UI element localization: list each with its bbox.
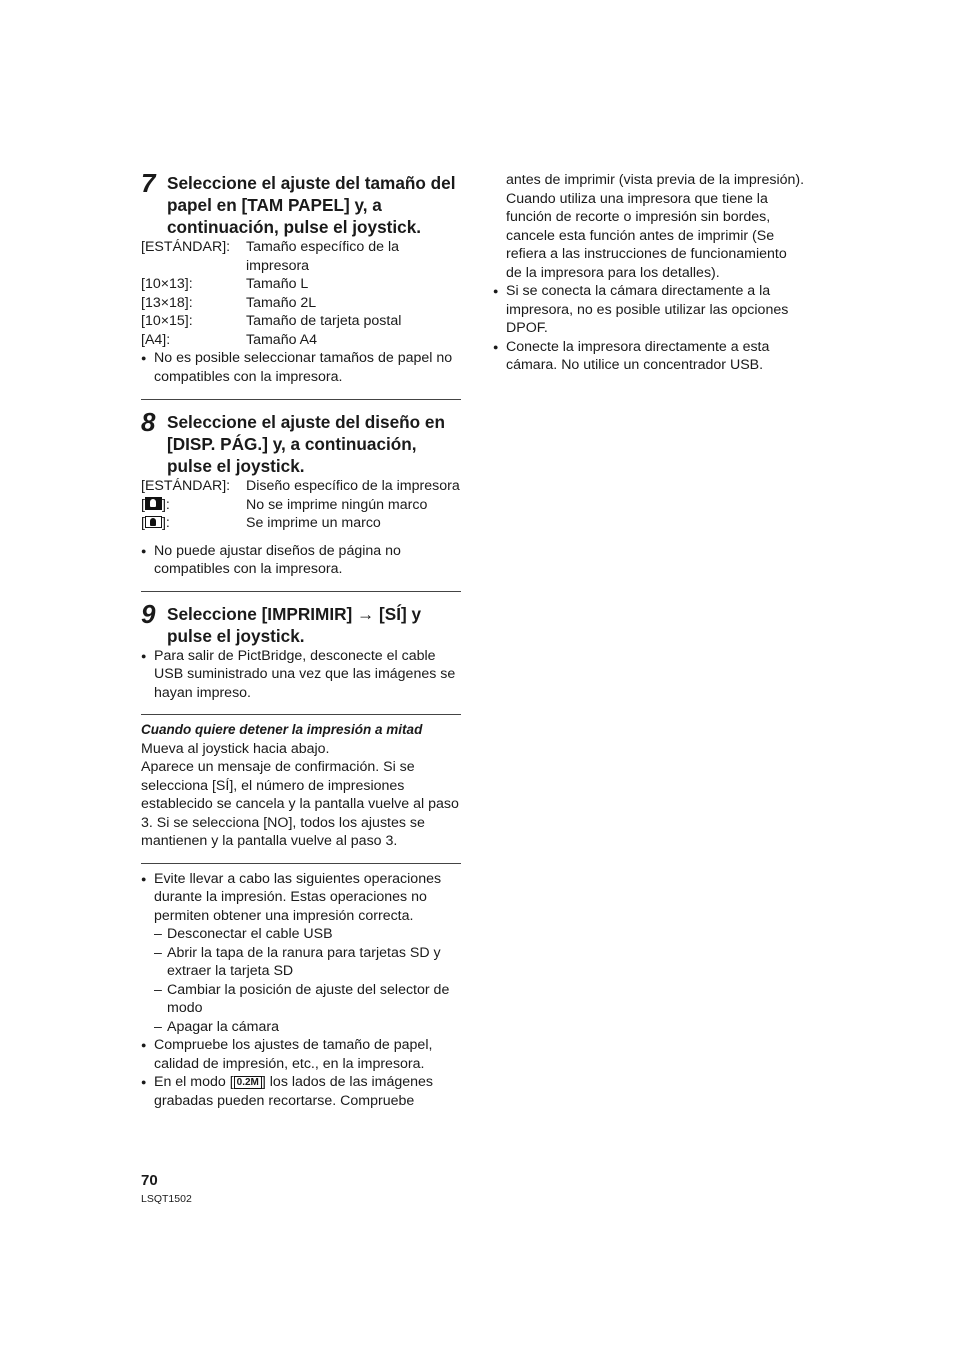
- option-value: Tamaño 2L: [246, 294, 317, 311]
- right-column: [493, 171, 805, 375]
- option-row: [141, 275, 461, 294]
- option-key: [ESTÁNDAR]:: [141, 478, 231, 494]
- stop-line1: Mueva al joystick hacia abajo.: [141, 740, 330, 757]
- option-value: Diseño específico de la impresora: [246, 478, 460, 494]
- print-no-frame-icon: [145, 497, 162, 510]
- step-title: Seleccione [IMPRIMIR] → [SÍ] y pulse el joystick.: [167, 603, 422, 646]
- divider: [141, 591, 461, 592]
- option-row: [141, 238, 461, 275]
- option-key: [A4]:: [141, 331, 171, 348]
- sub-item: – Apagar la cámara: [141, 1018, 461, 1037]
- option-value: Tamaño A4: [246, 331, 317, 348]
- step-number: 8: [141, 407, 156, 437]
- option-row: [141, 331, 461, 350]
- option-value: Se imprime un marco: [246, 515, 381, 531]
- option-key: [ESTÁNDAR]:: [141, 239, 231, 255]
- layout-options: [141, 477, 461, 533]
- continued-text: Cuando utiliza una impresora que tiene la función de recorte o impresión sin bordes, cancele esta función antes de imprimir (Se refiera a las instrucciones de funcionamiento de la impresora para los detalles).: [506, 190, 787, 281]
- mode-icon: 0.2M: [234, 1076, 262, 1089]
- option-key: [10×13]:: [141, 276, 193, 292]
- divider: [141, 399, 461, 400]
- bullet-note: ● Evite llevar a cabo las siguientes operaciones durante la impresión. Estas operaciones no permiten obtener una impresión correcta.: [141, 870, 461, 926]
- option-key: [ ]:: [141, 496, 170, 513]
- step-number: 7: [141, 168, 156, 198]
- option-value: Tamaño de tarjeta postal: [246, 313, 402, 329]
- option-key: [10×15]:: [141, 313, 193, 329]
- option-row: [141, 477, 461, 496]
- option-row: [141, 312, 461, 331]
- divider: [141, 863, 461, 864]
- bullet-note: ● Si se conecta la cámara directamente a la impresora, no es posible utilizar las opciones DPOF.: [493, 282, 805, 338]
- page-number: 70: [141, 1172, 158, 1189]
- step-7: [141, 168, 461, 238]
- option-row: [141, 294, 461, 313]
- paper-size-options: [141, 238, 461, 349]
- sub-item: – Abrir la tapa de la ranura para tarjetas SD y extraer la tarjeta SD: [141, 944, 461, 981]
- option-value: No se imprime ningún marco: [246, 496, 428, 513]
- sub-item: – Desconectar el cable USB: [141, 925, 461, 944]
- continued-text: antes de imprimir (vista previa de la impresión).: [506, 172, 805, 188]
- option-value: Tamaño específico de la impresora: [246, 239, 399, 274]
- step-title: Seleccione el ajuste del tamaño del papel en [TAM PAPEL] y, a continuación, pulse el joystick.: [167, 173, 456, 237]
- bullet-note: ● No es posible seleccionar tamaños de papel no compatibles con la impresora.: [141, 349, 461, 386]
- option-value: Tamaño L: [246, 276, 309, 292]
- left-column: [141, 168, 461, 1110]
- document-code: LSQT1502: [141, 1193, 192, 1205]
- stop-line2: Aparece un mensaje de confirmación. Si se selecciona [SÍ], el número de impresiones establecido se cancela y la pantalla vuelve al paso 3. Si se selecciona [NO], todos los ajustes se mantienen y la pantalla vuelve al paso 3.: [141, 759, 459, 849]
- step-number: 9: [141, 598, 156, 629]
- sub-item: – Cambiar la posición de ajuste del selector de modo: [141, 981, 461, 1018]
- bullet-note: ● Conecte la impresora directamente a esta cámara. No utilice un concentrador USB.: [493, 338, 805, 375]
- option-key: [ ]:: [141, 515, 170, 531]
- bullet-note: ● Para salir de PictBridge, desconecte el cable USB suministrado una vez que las imágenes se hayan impreso.: [141, 647, 461, 703]
- divider: [141, 714, 461, 715]
- option-row: [141, 514, 461, 533]
- stop-heading: Cuando quiere detener la impresión a mitad: [141, 722, 423, 737]
- bullet-note: ● Compruebe los ajustes de tamaño de papel, calidad de impresión, etc., en la impresora.: [141, 1036, 461, 1073]
- step-9: [141, 598, 461, 647]
- bullet-note: ● En el modo [ 0.2M ] los lados de las imágenes grabadas pueden recortarse. Compruebe: [141, 1073, 461, 1110]
- step-8: [141, 407, 461, 477]
- bullet-note: ● No puede ajustar diseños de página no compatibles con la impresora.: [141, 542, 461, 579]
- option-key: [13×18]:: [141, 294, 193, 311]
- option-row: [141, 496, 461, 515]
- step-title: Seleccione el ajuste del diseño en [DISP. PÁG.] y, a continuación, pulse el joystick.: [167, 412, 445, 476]
- print-frame-icon: [145, 516, 162, 528]
